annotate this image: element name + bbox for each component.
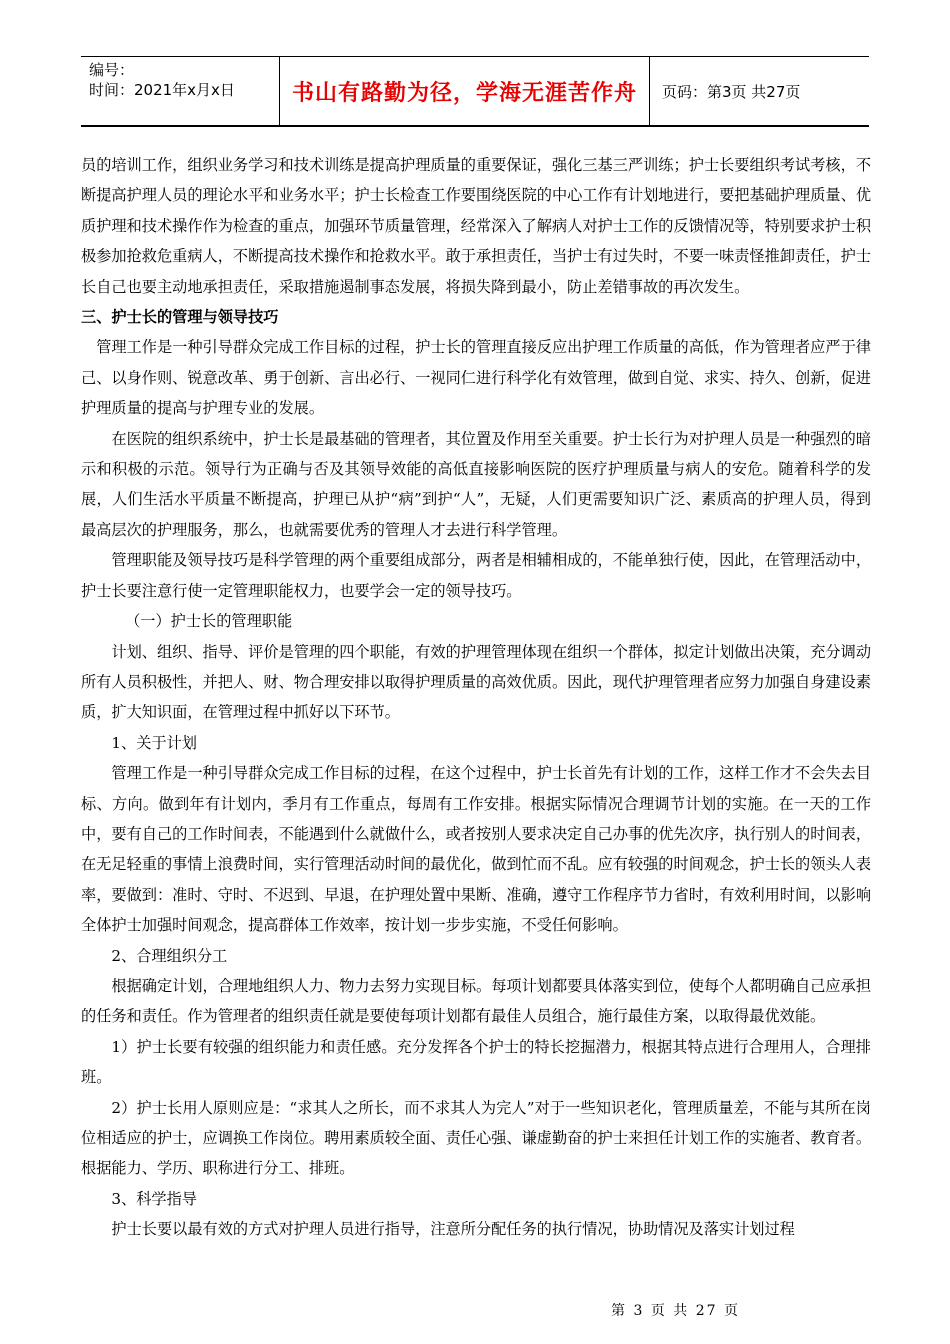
- item-heading: 3、科学指导: [111, 1189, 197, 1208]
- time-label: 时间：2021年x月x日: [89, 81, 235, 99]
- paragraph: 2）护士长用人原则应是：“求其人之所长，而不求其人为完人”对于一些知识老化，管理质量差，不能与其所在岗位相适应的护士，应调换工作岗位。聘用素质较全面、责任心强、谦虚勤奋的护士来担任计划工作的实施者、教育者。根据能力、学历、职称进行分工、排班。: [81, 1098, 871, 1178]
- paragraph: 计划、组织、指导、评价是管理的四个职能，有效的护理管理体现在组织一个群体，拟定计划做出决策，充分调动所有人员积极性，并把人、财、物合理安排以取得护理质量的高效优质。因此，现代护理管理者应努力加强自身建设素质，扩大知识面，在管理过程中抓好以下环节。: [81, 642, 871, 722]
- page-header: [81, 56, 869, 127]
- subsection-heading: （一）护士长的管理职能: [125, 612, 293, 631]
- item-heading: 2、合理组织分工: [111, 946, 228, 965]
- section-heading: 三、护士长的管理与领导技巧: [81, 308, 279, 327]
- body-text: [81, 150, 871, 1245]
- number-label: 编号：: [89, 61, 135, 79]
- header-meta: [81, 57, 280, 125]
- paragraph: 管理工作是一种引导群众完成工作目标的过程，护士长的管理直接反应出护理工作质量的高低，作为管理者应严于律己、以身作则、锐意改革、勇于创新、言出必行、一视同仁进行科学化有效管理，做到自觉、求实、持久、创新，促进护理质量的提高与护理专业的发展。: [81, 338, 871, 418]
- paragraph: 护士长要以最有效的方式对护理人员进行指导，注意所分配任务的执行情况，协助情况及落实计划过程: [111, 1220, 795, 1239]
- paragraph: 管理职能及领导技巧是科学管理的两个重要组成部分，两者是相辅相成的，不能单独行使，因此，在管理活动中，护士长要注意行使一定管理职能权力，也要学会一定的领导技巧。: [81, 551, 871, 600]
- header-page-info: 页码：第3页 共27页: [662, 82, 801, 101]
- page-footer: 第 3 页 共 27 页: [611, 1303, 740, 1319]
- paragraph: 根据确定计划，合理地组织人力、物力去努力实现目标。每项计划都要具体落实到位，使每个人都明确自己应承担的任务和责任。作为管理者的组织责任就是要使每项计划都有最佳人员组合，施行最佳方案，以取得最优效能。: [81, 976, 871, 1026]
- paragraph: 在医院的组织系统中，护士长是最基础的管理者，其位置及作用至关重要。护士长行为对护理人员是一种强烈的暗示和积极的示范。领导行为正确与否及其领导效能的高低直接影响医院的医疗护理质量与病人的安危。随着科学的发展，人们生活水平质量不断提高，护理已从护“病”到护“人”，无疑，人们更需要知识广泛、素质高的护理人员，得到最高层次的护理服务，那么，也就需要优秀的管理人才去进行科学管理。: [81, 429, 871, 539]
- paragraph: 员的培训工作，组织业务学习和技术训练是提高护理质量的重要保证，强化三基三严训练；护士长要组织考试考核，不断提高护理人员的理论水平和业务水平；护士长检查工作要围绕医院的中心工作有计划地进行，要把基础护理质量、优质护理和技术操作作为检查的重点，加强环节质量管理，经常深入了解病人对护士工作的反馈情况等，特别要求护士积极参加抢救危重病人，不断提高技术操作和抢救水平。敢于承担责任，当护士有过失时，不要一味责怪推卸责任，护士长自己也要主动地承担责任，采取措施遏制事态发展，将损失降到最小，防止差错事故的再次发生。: [81, 156, 871, 296]
- header-motto-cell: [280, 57, 650, 125]
- header-motto: 书山有路勤为径，学海无涯苦作舟: [291, 80, 637, 106]
- paragraph: 管理工作是一种引导群众完成工作目标的过程，在这个过程中，护士长首先有计划的工作，这样工作才不会失去目标、方向。做到年有计划内，季月有工作重点，每周有工作安排。根据实际情况合理调节计划的实施。在一天的工作中，要有自己的工作时间表，不能遇到什么就做什么，或者按别人要求决定自己办事的优先次序，执行别人的时间表，在无足轻重的事情上浪费时间，实行管理活动时间的最优化，做到忙而不乱。应有较强的时间观念，护士长的领头人表率，要做到：准时、守时、不迟到、早退，在护理处置中果断、准确，遵守工作程序节力省时，有效利用时间，以影响全体护士加强时间观念，提高群体工作效率，按计划一步步实施，不受任何影响。: [81, 764, 871, 935]
- item-heading: 1、关于计划: [111, 733, 197, 752]
- paragraph: 1）护士长要有较强的组织能力和责任感。充分发挥各个护士的特长挖掘潜力，根据其特点进行合理用人，合理排班。: [81, 1037, 871, 1087]
